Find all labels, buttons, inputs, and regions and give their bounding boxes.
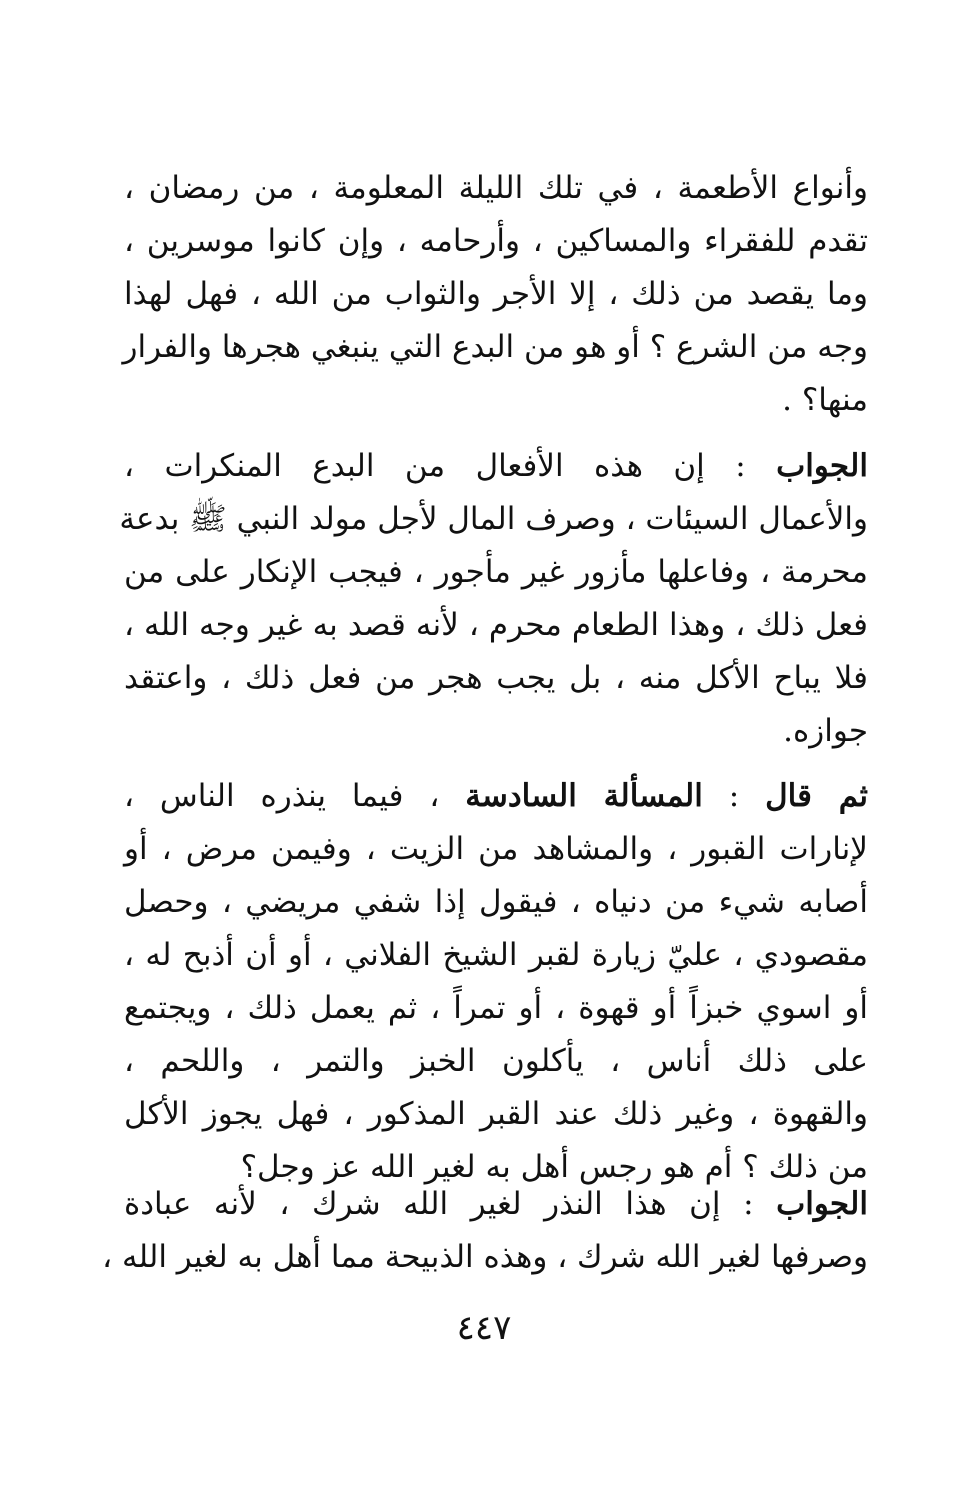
- text-line: وصرفها لغير الله شرك ، وهذه الذبيحة مما أهل به لغير الله ،: [102, 1239, 868, 1275]
- separator: :: [702, 778, 766, 814]
- text-line: [124, 1178, 868, 1231]
- text-line: أصابه شيء من دنياه ، فيقول إذا شفي مريضي ، وحصل: [124, 884, 868, 920]
- text-line: منها؟ .: [782, 382, 868, 418]
- answer-heading: الجواب: [776, 448, 868, 484]
- text-fragment: : إن هذه الأفعال من البدع المنكرات ،: [124, 448, 777, 484]
- text-line: والقهوة ، وغير ذلك عند القبر المذكور ، فهل يجوز الأكل: [124, 1096, 868, 1132]
- text-line: [124, 770, 868, 823]
- text-line: وجه من الشرع ؟ أو هو من البدع التي ينبغي هجرها والفرار: [122, 329, 868, 365]
- text-fragment: ، فيما ينذره الناس ،: [124, 778, 466, 814]
- text-line: مقصودي ، عليّ زيارة لقبر الشيخ الفلاني ، أو أن أذبح له ،: [124, 937, 868, 973]
- text-line: وأنواع الأطعمة ، في تلك الليلة المعلومة ، من رمضان ،: [124, 170, 868, 206]
- answer-heading: الجواب: [776, 1186, 868, 1222]
- paragraph-answer-2: [102, 1178, 868, 1284]
- paragraph-answer-1: [119, 440, 868, 758]
- text-line: جوازه.: [783, 713, 868, 749]
- question-heading: ثم قال: [765, 778, 868, 814]
- text-fragment: : إن هذا النذر لغير الله شرك ، لأنه عبادة: [124, 1186, 777, 1222]
- text-line: تقدم للفقراء والمساكين ، وأرحامه ، وإن كانوا موسرين ،: [124, 223, 868, 259]
- text-line: محرمة ، وفاعلها مأزور غير مأجور ، فيجب الإنكار على من: [124, 554, 868, 590]
- text-line: [124, 440, 868, 493]
- text-line: والأعمال السيئات ، وصرف المال لأجل مولد النبي ﷺ بدعة: [119, 501, 868, 537]
- text-line: لإنارات القبور ، والمشاهد من الزيت ، وفيمن مرض ، أو: [124, 831, 868, 867]
- paragraph-question-1: [124, 162, 868, 427]
- text-line: فلا يباح الأكل منه ، بل يجب هجر من فعل ذلك ، واعتقد: [124, 660, 868, 696]
- paragraph-question-2: [124, 770, 868, 1194]
- text-line: فعل ذلك ، وهذا الطعام محرم ، لأنه قصد به غير وجه الله ،: [124, 607, 868, 643]
- text-line: من ذلك ؟ أم هو رجس أهل به لغير الله عز وجل؟: [240, 1149, 868, 1185]
- text-line: على ذلك أناس ، يأكلون الخبز والتمر ، واللحم ،: [124, 1043, 868, 1079]
- page-number: ٤٤٧: [456, 1308, 512, 1348]
- text-line: وما يقصد من ذلك ، إلا الأجر والثواب من الله ، فهل لهذا: [124, 276, 868, 312]
- text-line: أو اسوي خبزاً أو قهوة ، أو تمراً ، ثم يعمل ذلك ، ويجتمع: [124, 990, 868, 1026]
- issue-title: المسألة السادسة: [465, 778, 703, 814]
